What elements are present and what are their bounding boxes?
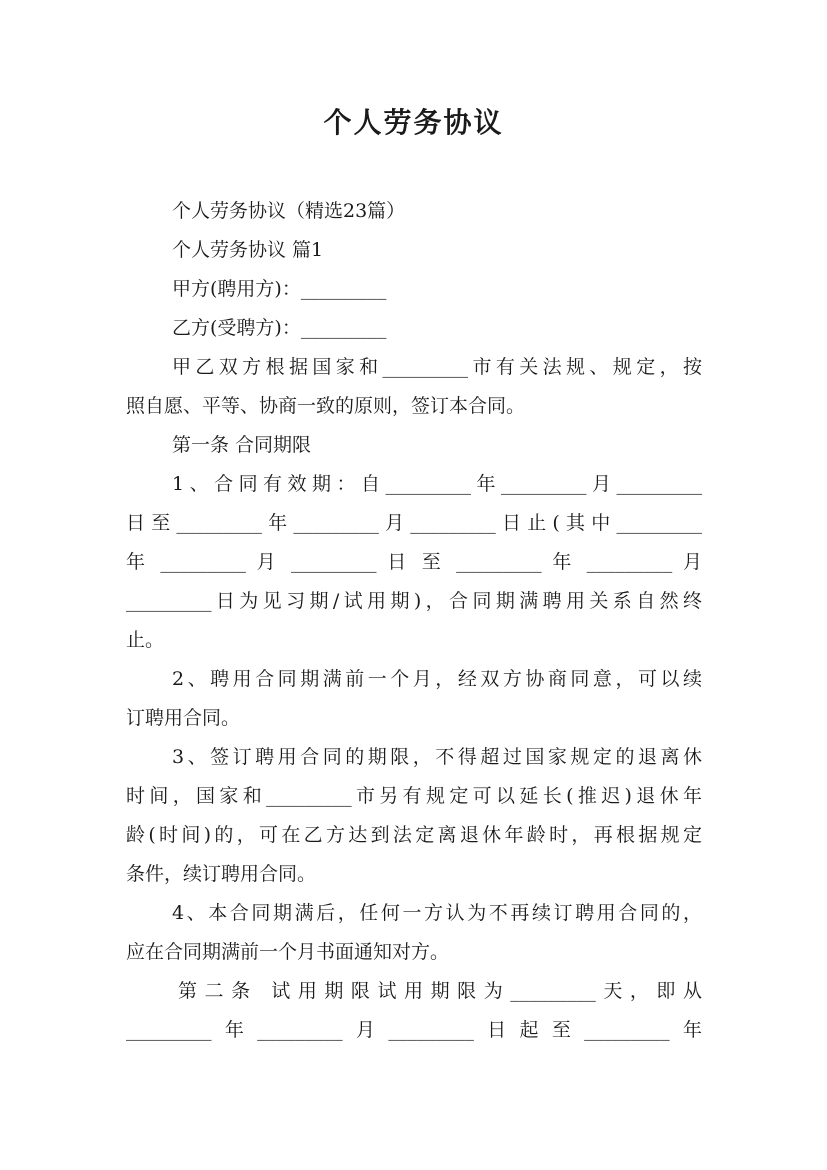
paragraph-line: 3、签订聘用合同的期限，不得超过国家规定的退离休 [172,746,702,768]
subtitle-line: 个人劳务协议（精选23篇） [172,200,406,222]
paragraph-line: 订聘用合同。 [126,707,241,729]
article-heading: 第二条 试用期限试用期限为_________天，即从 [178,980,702,1002]
paragraph-line: _________日为见习期/试用期)，合同期满聘用关系自然终 [126,590,702,612]
document-title: 个人劳务协议 [323,106,504,139]
paragraph-line: 照自愿、平等、协商一致的原则，签订本合同。 [126,395,526,417]
party-b-line: 乙方(受聘方)：_________ [172,317,387,339]
paragraph-line: 应在合同期满前一个月书面通知对方。 [126,941,450,963]
paragraph-line: 2、聘用合同期满前一个月，经双方协商同意，可以续 [172,668,702,690]
paragraph-line: 年 _________ 月 _________ 日 至 _________ 年 _________ 月 [126,551,702,573]
paragraph-line: 时间，国家和_________市另有规定可以延长(推迟)退休年 [126,785,702,807]
party-a-line: 甲方(聘用方)：_________ [172,278,387,300]
paragraph-line: 止。 [126,629,165,651]
paragraph-line: 龄(时间)的，可在乙方达到法定离退休年龄时，再根据规定 [126,824,702,846]
paragraph-line: 甲乙双方根据国家和_________市有关法规、规定，按 [172,356,702,378]
paragraph-line: 1、合同有效期：自_________年_________月_________ [172,473,702,495]
paragraph-line: 4、本合同期满后，任何一方认为不再续订聘用合同的， [172,902,702,924]
article-heading: 第一条 合同期限 [172,434,312,456]
paragraph-line: 日至_________年_________月_________日止(其中_________ [126,512,702,534]
paragraph-line: 条件，续订聘用合同。 [126,863,317,885]
section-heading: 个人劳务协议 篇1 [172,239,324,261]
paragraph-line: _________年_________月_________日起至_________年 [126,1019,702,1041]
